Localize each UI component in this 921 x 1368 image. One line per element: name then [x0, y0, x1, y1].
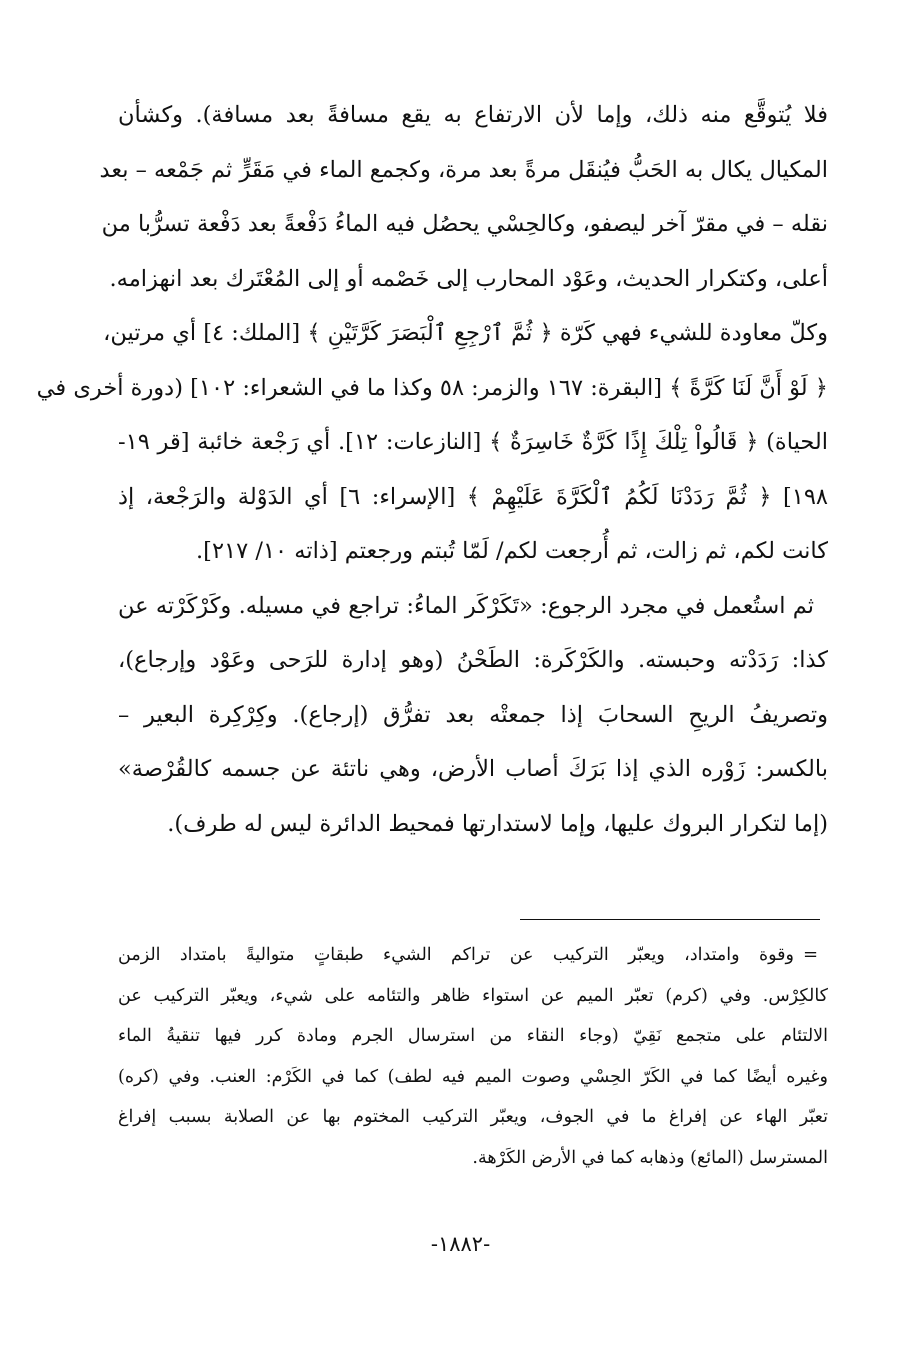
body-line: فلا يُتوقَّع منه ذلك، وإما لأن الارتفاع به يقع مسافةً بعد مسافة). وكشأن: [118, 102, 828, 128]
body-line: أعلى، وكتكرار الحديث، وعَوْد المحارب إلى خَصْمه أو إلى المُعْتَرك بعد انهزامه.: [109, 265, 828, 292]
footnote-line: الالتئام على متجمع نَقِيّ (وجاء النقاء من استرسال الجرم ومادة كرر فيها تنقيةُ الماء: [118, 1026, 828, 1047]
body-line: نقله – في مقرّ آخر ليصفو، وكالحِسْي يحصُل فيه الماءُ دَفْعةً بعد دَفْعة تسرُّبا من: [101, 211, 828, 237]
body-line: ثم استُعمل في مجرد الرجوع: «تَكَرْكَر الماءُ: تراجع في مسيله. وكَرْكَرْته عن: [118, 592, 814, 619]
body-line: وتصريفُ الريحِ السحابَ إذا جمعتْه بعد تفرُّق (إرجاع). وكِرْكِرة البعير –: [118, 701, 828, 728]
body-line: كانت لكم، ثم زالت، ثم أُرجعت لكم/ لَمّا تُبتم ورجعتم [ذاته ١٠/ ٢١٧].: [196, 538, 828, 564]
footnote-line: وقوة وامتداد، ويعبّر التركيب عن تراكم الشيء طبقاتٍ متواليةً بامتداد الزمن: [118, 945, 794, 965]
body-line: ﴿ لَوْ أَنَّ لَنَا كَرَّةً ﴾ [البقرة: ١٦٧ والزمر: ٥٨ وكذا ما في الشعراء: ١٠٢] (دورة أخرى في: [36, 374, 828, 401]
page-number: -١٨٨٢-: [430, 1232, 491, 1256]
body-line: (إما لتكرار البروك عليها، وإما لاستدارتها فمحيط الدائرة ليس له طرف).: [167, 810, 828, 837]
footnotes: [118, 935, 828, 1179]
footnote-line: المسترسل (المائع) وذهابه كما في الأرض الكَرْهة.: [472, 1147, 828, 1168]
body-line: الحياة) ﴿ قَالُواْ تِلْكَ إِذًا كَرَّةٌ خَاسِرَةٌ ﴾ [النازعات: ١٢]. أي رَجْعة خائبة [قر ١٩-: [118, 429, 828, 455]
footnote-divider: [520, 919, 820, 920]
body-line: ١٩٨] ﴿ ثُمَّ رَدَدْنَا لَكُمُ ٱلْكَرَّةَ عَلَيْهِمْ ﴾ [الإسراء: ٦] أي الدَوْلة والرَجْعة، إذ: [118, 483, 828, 510]
footnote-line: تعبّر الهاء عن إفراغ ما في الجوف، ويعبّر التركيب المختوم بها عن الصلابة بسبب إفراغ: [118, 1107, 828, 1128]
footnote-continuation-marker: =: [803, 944, 819, 965]
footnote-line: كالكِرْس. وفي (كرم) تعبّر الميم عن استواء ظاهر والتئامه على شيء، ويعبّر التركيب عن: [118, 985, 828, 1006]
footnote-line: وغيره أيضًا كما في الكَرّ الحِسْي وصوت الميم فيه لطف) كما في الكَرْم: العنب. وفي (كره): [118, 1066, 828, 1087]
main-text: [36, 88, 828, 851]
body-line: وكلّ معاودة للشيء فهي كَرّة ﴿ ثُمَّ ٱرْجِعِ ٱلْبَصَرَ كَرَّتَيْنِ ﴾ [الملك: ٤] أي مرتين،: [103, 320, 828, 346]
body-line: المكيال يكال به الحَبُّ فيُنقَل مرةً بعد مرة، وكجمع الماء في مَقَرٍّ ثم جَمْعه – بعد: [99, 156, 828, 183]
body-line: بالكسر: زَوْره الذي إذا بَرَكَ أصاب الأرض، وهي ناتئة عن جسمه كالقُرْصة»: [118, 756, 828, 782]
body-line: كذا: رَدَدْته وحبسته. والكَرْكَرة: الطَحْنُ (وهو إدارة للرَحى وعَوْد وإرجاع)،: [118, 647, 828, 673]
